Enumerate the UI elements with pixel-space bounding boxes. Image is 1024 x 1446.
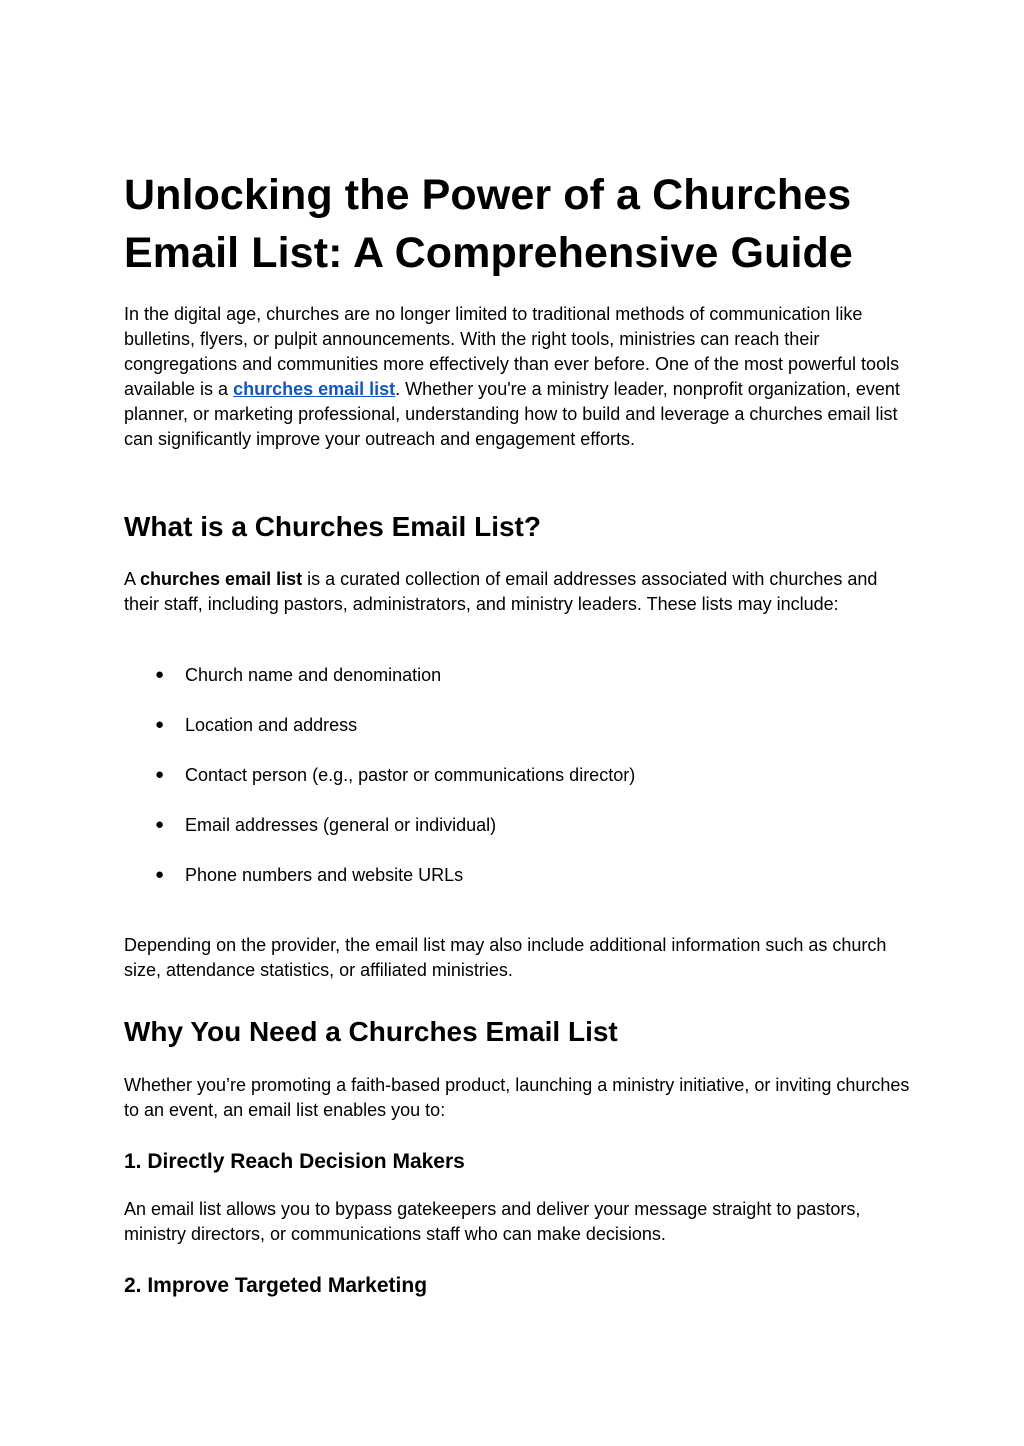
bullet-icon: ● xyxy=(155,866,165,883)
intro-text-after-link: . Whether you're a ministry leader, nonprofit organization, event planner, or marketing professional, understanding how to build and leverage a churches email list can significantly improve your outreach and engagement efforts. xyxy=(124,379,900,449)
intro-text-before-link: In the digital age, churches are no longer limited to traditional methods of communication like bulletins, flyers, or pulpit announcements. With the right tools, ministries can reach their congregations and communities more effectively than ever before. One of the most powerful tools available is a xyxy=(124,304,900,399)
list-item-text: Church name and denomination xyxy=(185,665,442,685)
definition-rest: is a curated collection of email addresses associated with churches and their staff, including pastors, administrators, and ministry leaders. These lists may include: xyxy=(124,569,878,614)
list-item-text: Phone numbers and website URLs xyxy=(185,865,464,885)
list-item-text: Contact person (e.g., pastor or communications director) xyxy=(185,765,636,785)
definition-prefix: A xyxy=(124,569,141,589)
bullet-icon: ● xyxy=(155,816,165,833)
intro-paragraph xyxy=(124,302,914,452)
provider-paragraph: Depending on the provider, the email list may also include additional information such as church size, attendance statistics, or affiliated ministries. xyxy=(124,935,887,980)
definition-bold-term: churches email list xyxy=(140,569,303,589)
section-heading-what-is: What is a Churches Email List? xyxy=(124,511,541,542)
bullet-icon: ● xyxy=(155,666,165,683)
list-item-text: Email addresses (general or individual) xyxy=(185,815,497,835)
definition-paragraph xyxy=(124,567,914,617)
page-title: Unlocking the Power of a Churches Email List: A Comprehensive Guide xyxy=(124,171,853,277)
bullet-icon: ● xyxy=(155,716,165,733)
why-paragraph: Whether you’re promoting a faith-based product, launching a ministry initiative, or inviting churches to an event, an email list enables you to: xyxy=(124,1075,910,1120)
section-heading-why-need: Why You Need a Churches Email List xyxy=(124,1016,618,1047)
subheading-targeted-marketing: 2. Improve Targeted Marketing xyxy=(124,1274,428,1297)
subheading-decision-makers: 1. Directly Reach Decision Makers xyxy=(124,1150,465,1173)
list-item-text: Location and address xyxy=(185,715,358,735)
decision-makers-paragraph: An email list allows you to bypass gatekeepers and deliver your message straight to pastors, ministry directors, or communications staff who can make decisions. xyxy=(124,1199,861,1244)
churches-email-list-link[interactable]: churches email list xyxy=(233,379,396,399)
bullet-icon: ● xyxy=(155,766,165,783)
